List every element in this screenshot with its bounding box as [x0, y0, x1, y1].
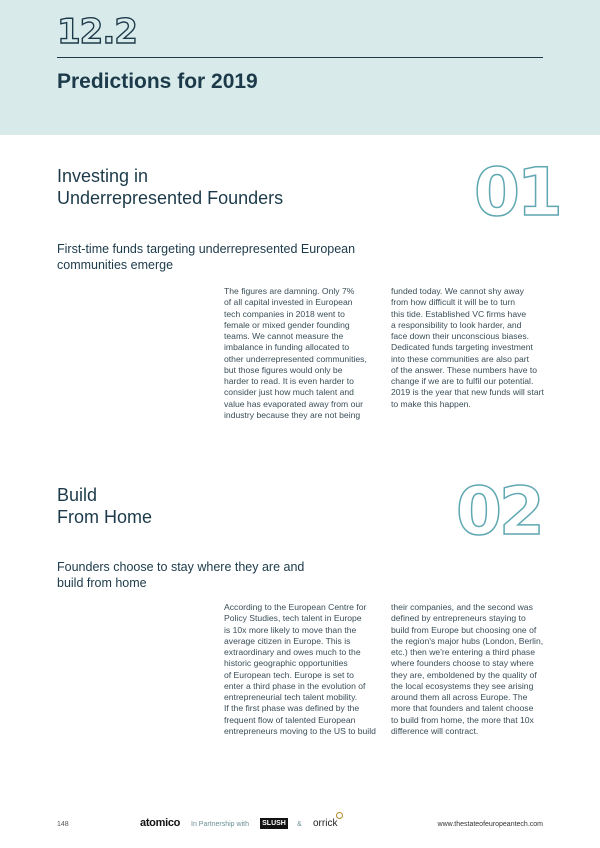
body-line: but those figures would only be [224, 364, 343, 375]
body-line: change if we are to fulfil our potential. [391, 376, 534, 386]
body-line: imbalance in funding allocated to [224, 342, 350, 353]
body-line: harder to read. It is even harder to [224, 376, 354, 386]
body-line: tech companies in 2018 went to [224, 308, 345, 319]
section-1-body-col-2 [391, 286, 556, 410]
body-line: female or mixed gender founding [224, 319, 350, 330]
section-2-title-line: Build [57, 485, 98, 505]
section-2-title-line: From Home [57, 507, 153, 527]
slush-logo: SLUSH [260, 818, 288, 829]
section-2-body-col-2 [391, 602, 556, 737]
body-line: from how difficult it will be to turn [391, 297, 516, 308]
section-1-subtitle-line: communities emerge [57, 258, 174, 272]
body-line: 2019 is the year that new funds will start [391, 387, 544, 398]
body-line: of all capital invested in European [224, 297, 353, 308]
body-line: consider just how much talent and [224, 387, 354, 398]
header-divider [57, 57, 543, 58]
body-line: According to the European Centre for [224, 602, 367, 612]
body-line: more that founders and talent choose [391, 703, 534, 714]
body-line: they are, emboldened by the quality of [391, 669, 537, 680]
section-1-title [57, 165, 283, 209]
section-1-subtitle-line: First-time funds targeting underrepresented European [57, 242, 356, 256]
body-line: to make this happen. [391, 398, 471, 409]
page-title: Predictions for 2019 [57, 70, 258, 93]
body-line: entrepreneurial tech talent mobility. [224, 692, 358, 702]
body-line: of European tech. Europe is set to [224, 669, 354, 680]
body-line: build from Europe but choosing one of [391, 624, 537, 635]
section-1-title-line: Investing in [57, 166, 149, 186]
body-line: the region's major hubs (London, Berlin, [391, 635, 544, 646]
body-line: is 10x more likely to move than the [224, 624, 357, 635]
body-line: Dedicated funds targeting investment [391, 342, 533, 353]
section-2-number: 02 [456, 473, 542, 550]
body-line: face down their unconscious biases. [391, 331, 530, 341]
section-1-title-line: Underrepresented Founders [57, 188, 284, 208]
body-line: entrepreneurs moving to the US to build [224, 725, 376, 736]
body-line: Policy Studies, tech talent in Europe [224, 613, 362, 624]
section-2-subtitle [57, 559, 304, 591]
body-line: historic geographic opportunities [224, 658, 348, 669]
body-line: If the first phase was defined by the [224, 703, 360, 714]
body-line: extraordinary and owes much to the [224, 647, 361, 657]
page-number: 148 [57, 821, 69, 828]
body-line: their companies, and the second was [391, 602, 533, 612]
partnership-text: In Partnership with [191, 821, 249, 828]
section-2-title [57, 484, 152, 528]
ampersand: & [297, 821, 302, 828]
section-1-body-col-1 [224, 286, 384, 421]
orrick-logo-mark-icon [336, 812, 343, 819]
body-line: around them all across Europe. The [391, 692, 528, 702]
body-line: average citizen in Europe. This is [224, 635, 351, 646]
section-1-number: 01 [474, 154, 560, 231]
section-number: 12.2 [57, 12, 137, 52]
section-1-subtitle [57, 241, 355, 273]
section-2-subtitle-line: build from home [57, 576, 147, 590]
body-line: defined by entrepreneurs staying to [391, 613, 526, 624]
body-line: other underrepresented communities, [224, 353, 367, 364]
orrick-logo: orrick [313, 818, 338, 829]
body-line: value has evaporated away from our [224, 398, 364, 409]
body-line: difference will contract. [391, 725, 479, 736]
atomico-logo: atomico [140, 817, 181, 829]
body-line: funded today. We cannot shy away [391, 286, 524, 296]
body-line: to build from home, the more that 10x [391, 714, 534, 725]
body-line: etc.) then we're entering a third phase [391, 647, 535, 657]
section-2-subtitle-line: Founders choose to stay where they are and [57, 560, 305, 574]
section-2-body-col-1 [224, 602, 384, 737]
body-line: enter a third phase in the evolution of [224, 680, 366, 691]
body-line: into these communities are also part [391, 353, 530, 364]
body-line: the local ecosystems they see arising [391, 680, 534, 691]
body-line: this tide. Established VC firms have [391, 308, 527, 319]
body-line: The figures are damning. Only 7% [224, 286, 355, 296]
footer [0, 812, 600, 836]
body-line: where founders choose to stay where [391, 658, 534, 669]
body-line: frequent flow of talented European [224, 714, 356, 725]
body-line: of the answer. These numbers have to [391, 364, 538, 375]
body-line: industry because they are not being [224, 409, 361, 420]
body-line: teams. We cannot measure the [224, 331, 344, 341]
body-line: a responsibility to look harder, and [391, 319, 522, 330]
website-link[interactable]: www.thestateofeuropeantech.com [437, 821, 543, 828]
